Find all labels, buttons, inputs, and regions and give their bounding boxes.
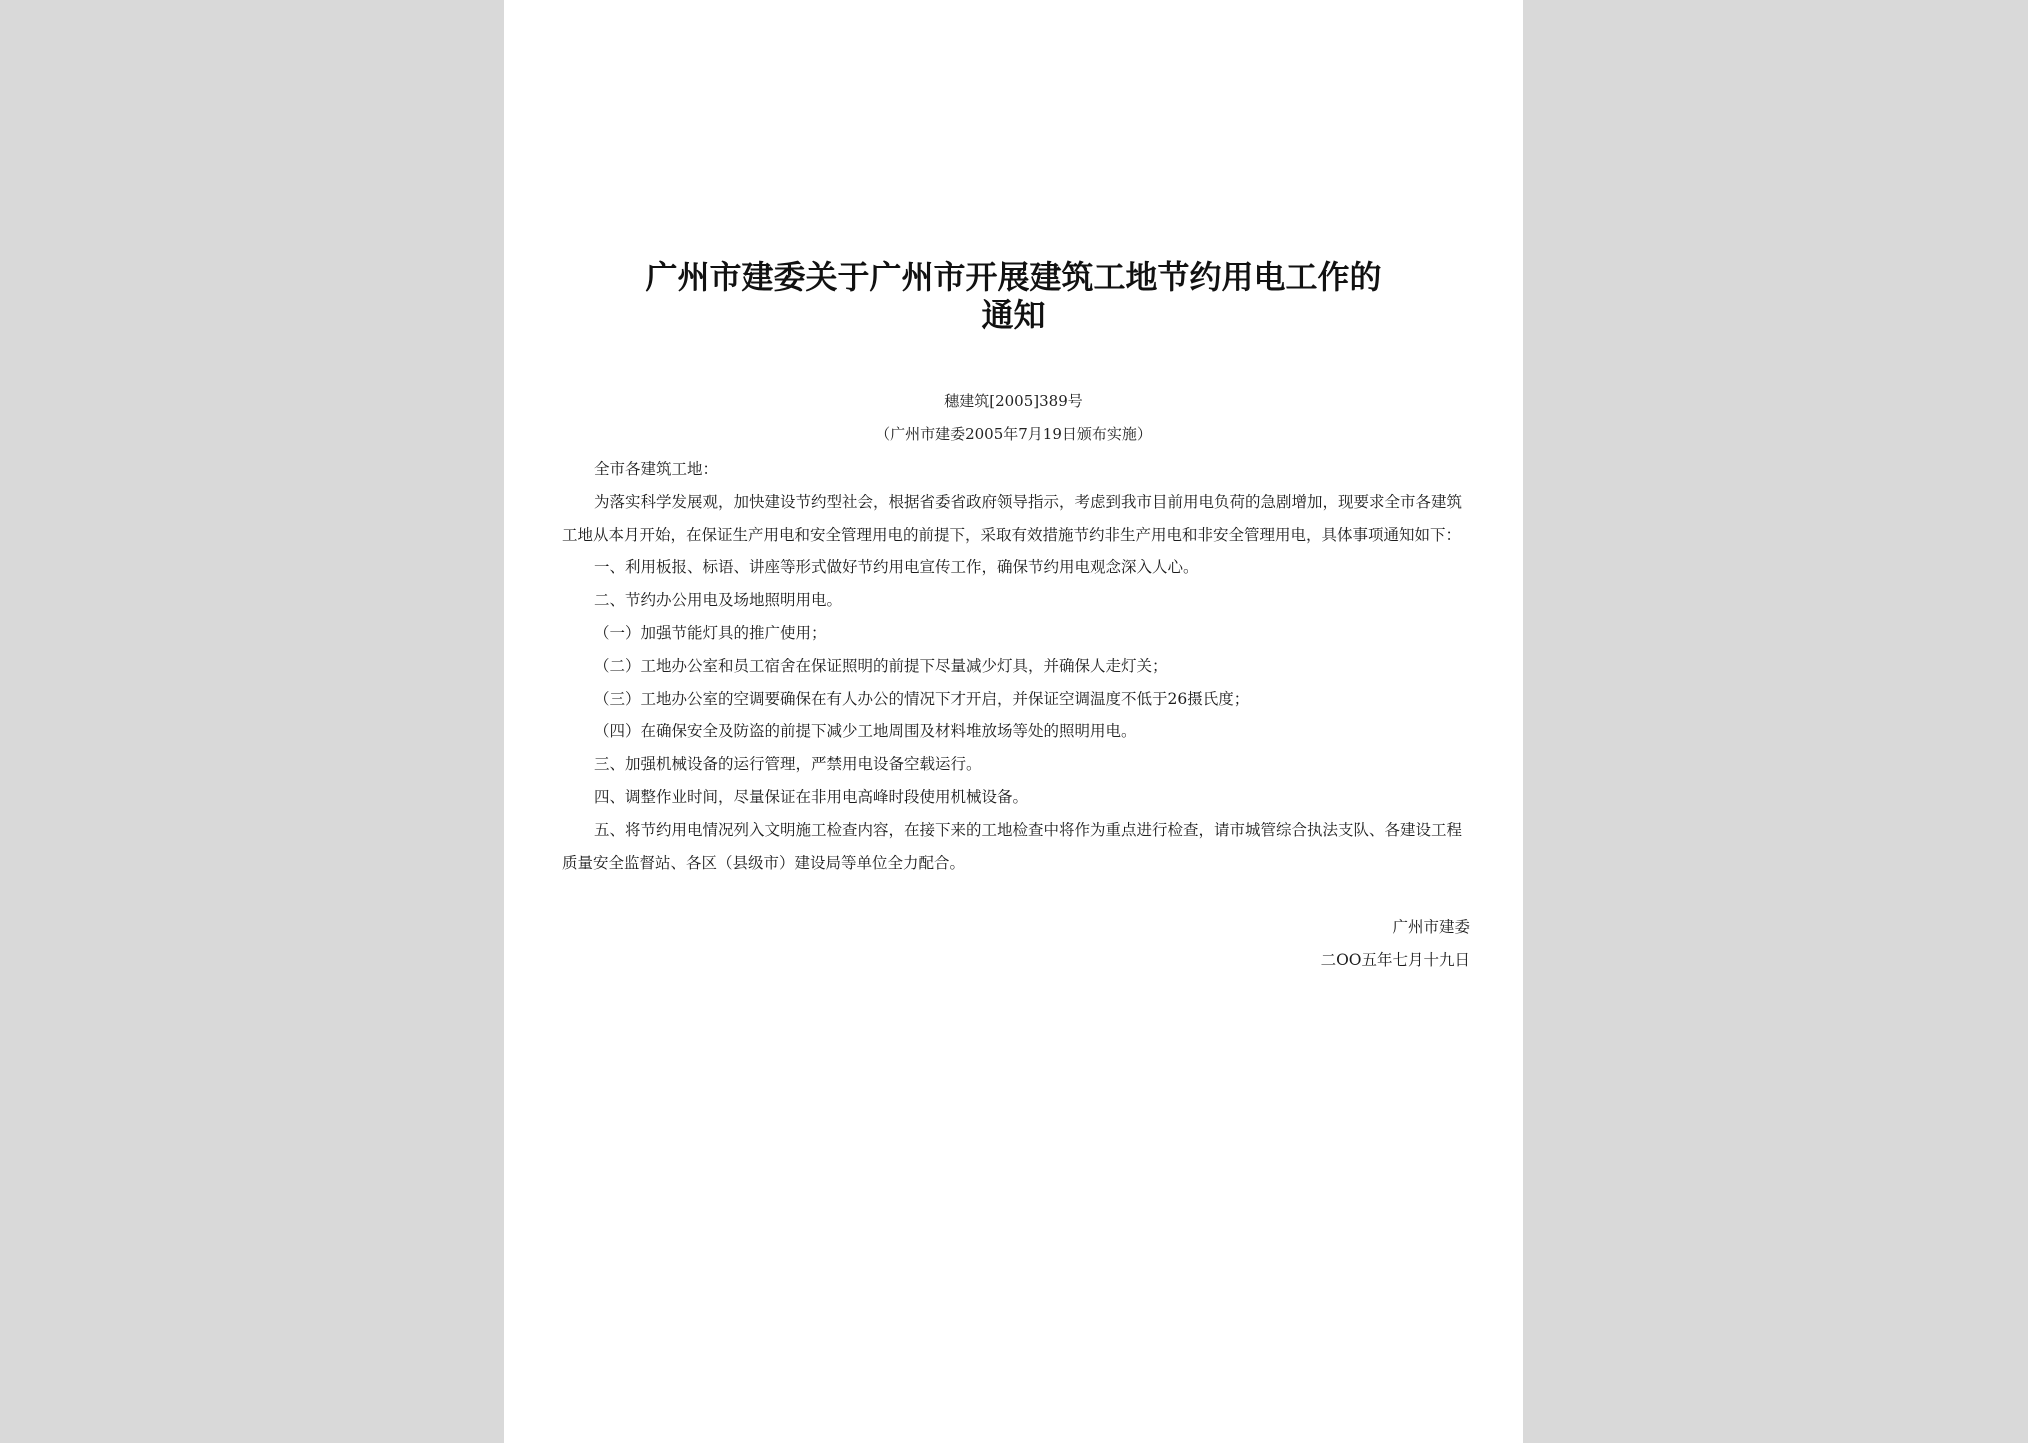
document-title — [504, 258, 1523, 334]
list-item: 一、利用板报、标语、讲座等形式做好节约用电宣传工作，确保节约用电观念深入人心。 — [594, 558, 1199, 577]
document-page — [504, 0, 1523, 1443]
title-line-1: 广州市建委关于广州市开展建筑工地节约用电工作的 — [645, 258, 1382, 296]
list-item: 五、将节约用电情况列入文明施工检查内容，在接下来的工地检查中将作为重点进行检查，请市城管综合执法支队、各建设工程质量安全监督站、各区（县级市）建设局等单位全力配合。 — [562, 820, 1463, 872]
issued-note: （广州市建委2005年7月19日颁布实施） — [875, 425, 1152, 443]
list-item: 四、调整作业时间，尽量保证在非用电高峰时段使用机械设备。 — [594, 787, 1029, 806]
document-number: 穗建筑[2005]389号 — [944, 392, 1083, 410]
intro-paragraph: 为落实科学发展观，加快建设节约型社会，根据省委省政府领导指示，考虑到我市目前用电负荷的急剧增加，现要求全市各建筑工地从本月开始，在保证生产用电和安全管理用电的前提下，采取有效措施节约非生产用电和非安全管理用电，具体事项通知如下： — [562, 492, 1463, 544]
list-item: 二、节约办公用电及场地照明用电。 — [594, 591, 843, 610]
list-item: （三）工地办公室的空调要确保在有人办公的情况下才开启，并保证空调温度不低于26摄氏度； — [594, 689, 1250, 708]
signer: 广州市建委 — [1392, 918, 1470, 936]
signature-block — [562, 911, 1470, 977]
salutation: 全市各建筑工地： — [594, 460, 719, 478]
title-line-2: 通知 — [981, 296, 1046, 334]
list-item: （一）加强节能灯具的推广使用； — [594, 623, 827, 642]
document-body — [562, 453, 1470, 879]
list-item: （二）工地办公室和员工宿舍在保证照明的前提下尽量减少灯具，并确保人走灯关； — [594, 656, 1168, 675]
list-item: 三、加强机械设备的运行管理，严禁用电设备空载运行。 — [594, 755, 982, 774]
list-item: （四）在确保安全及防盗的前提下减少工地周围及材料堆放场等处的照明用电。 — [594, 722, 1137, 741]
issue-date: 二OO五年七月十九日 — [1320, 951, 1470, 969]
